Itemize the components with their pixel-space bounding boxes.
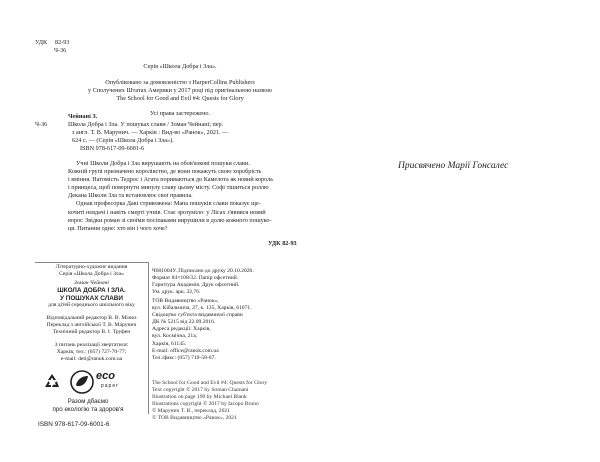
copyright-line: © ТОВ Видавництво «Ранок», 2021	[152, 415, 237, 422]
print-info-line: Формат 84×108/32. Папір офсетний.	[152, 275, 239, 282]
series-line: Серія «Школа Добра і Зла»	[59, 271, 124, 278]
bib-line: 624 с. — (Серія «Школа Добра і Зла»).	[72, 137, 174, 145]
imprint-title: У ПОШУКАХ СЛАВИ	[59, 294, 124, 302]
divider	[35, 262, 148, 263]
publication-line: у Сполучених Штатах Америки у 2017 році під оригінальною назвою	[87, 87, 273, 95]
udk-code: 82-93	[55, 39, 70, 46]
genre-line: Літературно-художнє видання	[55, 264, 128, 270]
publisher-line: Харків, 61145.	[152, 340, 187, 347]
publisher-line: ТОВ Видавництво «Ранок»,	[152, 298, 219, 304]
annotation-line: Декана Школи Зла та встановлює свої правила.	[68, 192, 193, 200]
udk-label: УДК	[35, 39, 48, 46]
print-info-line: Ч681004У. Підписано до друку 20.10.2020.	[152, 268, 254, 274]
publication-line: Опубліковано за домовленістю з HarperCollins Publishers	[105, 79, 255, 87]
bib-isbn: ISBN 978-617-09-6001-6	[80, 145, 145, 153]
publisher-line: ДК № 5215 від 22.09.2016.	[152, 319, 216, 326]
copyright-line: © Марунич Т. В., переклад, 2021	[152, 408, 230, 415]
eco-caption-line: Разом дбаємо	[67, 398, 109, 405]
annotation-line: кочиті невдачі і навіть смерті учнів. Стає зрозуміло: у Лісах з'явився новий	[68, 208, 266, 216]
annotation-line: ворог. Звідки роман зі своїми посіпаками вирушили в долю кожного пошуко-	[68, 216, 272, 224]
bib-entry	[68, 121, 228, 153]
imprint-title: ШКОЛА ДОБРА І ЗЛА.	[57, 287, 126, 295]
bib-line: з англ. Т. В. Марунич. — Харків : Вид-во «Ранок», 2021. —	[72, 129, 229, 137]
divider	[148, 262, 149, 414]
eco-logo-text: eco	[96, 370, 115, 382]
recycle-icon	[42, 372, 62, 392]
series-line: Серія «Школа Добра і Зла».	[143, 63, 217, 70]
eco-caption	[38, 398, 138, 414]
publisher-line: Свідоцтво суб'єкта видавничої справи	[152, 312, 243, 319]
annotation-line: Однак професорка Даві стривожена: Мапа пошуків слави показує ще-	[76, 200, 261, 208]
annotation-line: і вміння. Натомість Тедрос і Агата пориваються до Камелота як новий король	[68, 176, 274, 184]
publisher-line: Адреса редакції: Харків,	[152, 326, 211, 333]
imprint-left	[35, 264, 148, 363]
rights-line: Усі права застережено.	[149, 110, 211, 118]
publisher-info	[152, 298, 252, 362]
copyright-line: Illustration on page 190 by Michael Blank	[152, 394, 247, 401]
bib-author: Чейнані З.	[68, 113, 98, 120]
udk-footer: УДК 82-93	[268, 240, 297, 247]
copyright-line: Illustrations copyright © 2017 by Iacopo Bruno	[152, 401, 259, 408]
staff-line: Технічний редактор В. І. Труфен	[52, 328, 131, 335]
eco-leaf-icon	[70, 370, 94, 394]
annotation	[68, 160, 273, 233]
bib-code: Ч-36	[35, 121, 48, 128]
annotation-line: і принцеса, щоб повернути минулу славу цьому місту. Софі тішиться роллю	[68, 184, 269, 192]
inquiry-line: З питань реалізації звертатися:	[54, 341, 129, 348]
ch-code: Ч-36	[54, 47, 67, 54]
eco-logo-subtext: paper	[101, 383, 119, 389]
copyright-notice	[40, 63, 320, 118]
staff-line: Відповідальний редактор В. В. Мізюз	[46, 314, 137, 321]
dedication: Присвячено Марії Гонсалес	[398, 161, 509, 171]
staff-line: Переклад з англійської Т. В. Марунич	[46, 321, 137, 328]
print-info-line: Гарнітура Академія. Друк офсетний.	[152, 282, 240, 289]
publication-line: The School for Good and Evil #4: Quests for Glory	[116, 95, 244, 103]
imprint-isbn: ISBN 978-617-09-6001-6	[38, 421, 110, 428]
audience-line: для дітей середнього шкільного віку	[48, 302, 135, 309]
copyright-block	[152, 380, 267, 423]
publisher-line: Тел./факс: (057) 719-58-67.	[152, 354, 216, 361]
inquiry-line: Харків, тел.: (057) 727-70-77;	[56, 348, 127, 355]
annotation-line: ця. Питання одне: хто він і чого хоче?	[68, 224, 168, 232]
publisher-line: E-mail: office@ranok.com.ua	[152, 347, 219, 354]
eco-caption-line: про екологію та здоров'я	[52, 406, 124, 413]
copyright-line: Text copyright © 2017 by Soman Chainani	[152, 387, 249, 394]
copyright-line: The School for Good and Evil #4: Quests for Glory	[152, 380, 268, 386]
inquiry-line: e-mail: deti@ranok.com.ua	[60, 356, 123, 363]
publisher-line: вул. Космічна, 21а,	[152, 333, 198, 340]
publisher-line: вул. Кібальчича, 27, к. 135, Харків, 61071.	[152, 305, 252, 312]
bib-line: Школа Добра і Зла. У пошуках слави / Зоман Чейнані; пер.	[68, 121, 224, 128]
imprint-author: Зоман Чейнані	[74, 280, 109, 287]
print-info-line: Ум. друк. арк. 32,76.	[152, 289, 201, 296]
print-info	[152, 268, 254, 296]
annotation-line: Кожній групі призначено королівство, де вони покажуть свою хоробрість	[68, 168, 262, 176]
annotation-line: Учні Школи Добра і Зла вирушають на обов'язкові пошуки слави.	[76, 160, 250, 167]
